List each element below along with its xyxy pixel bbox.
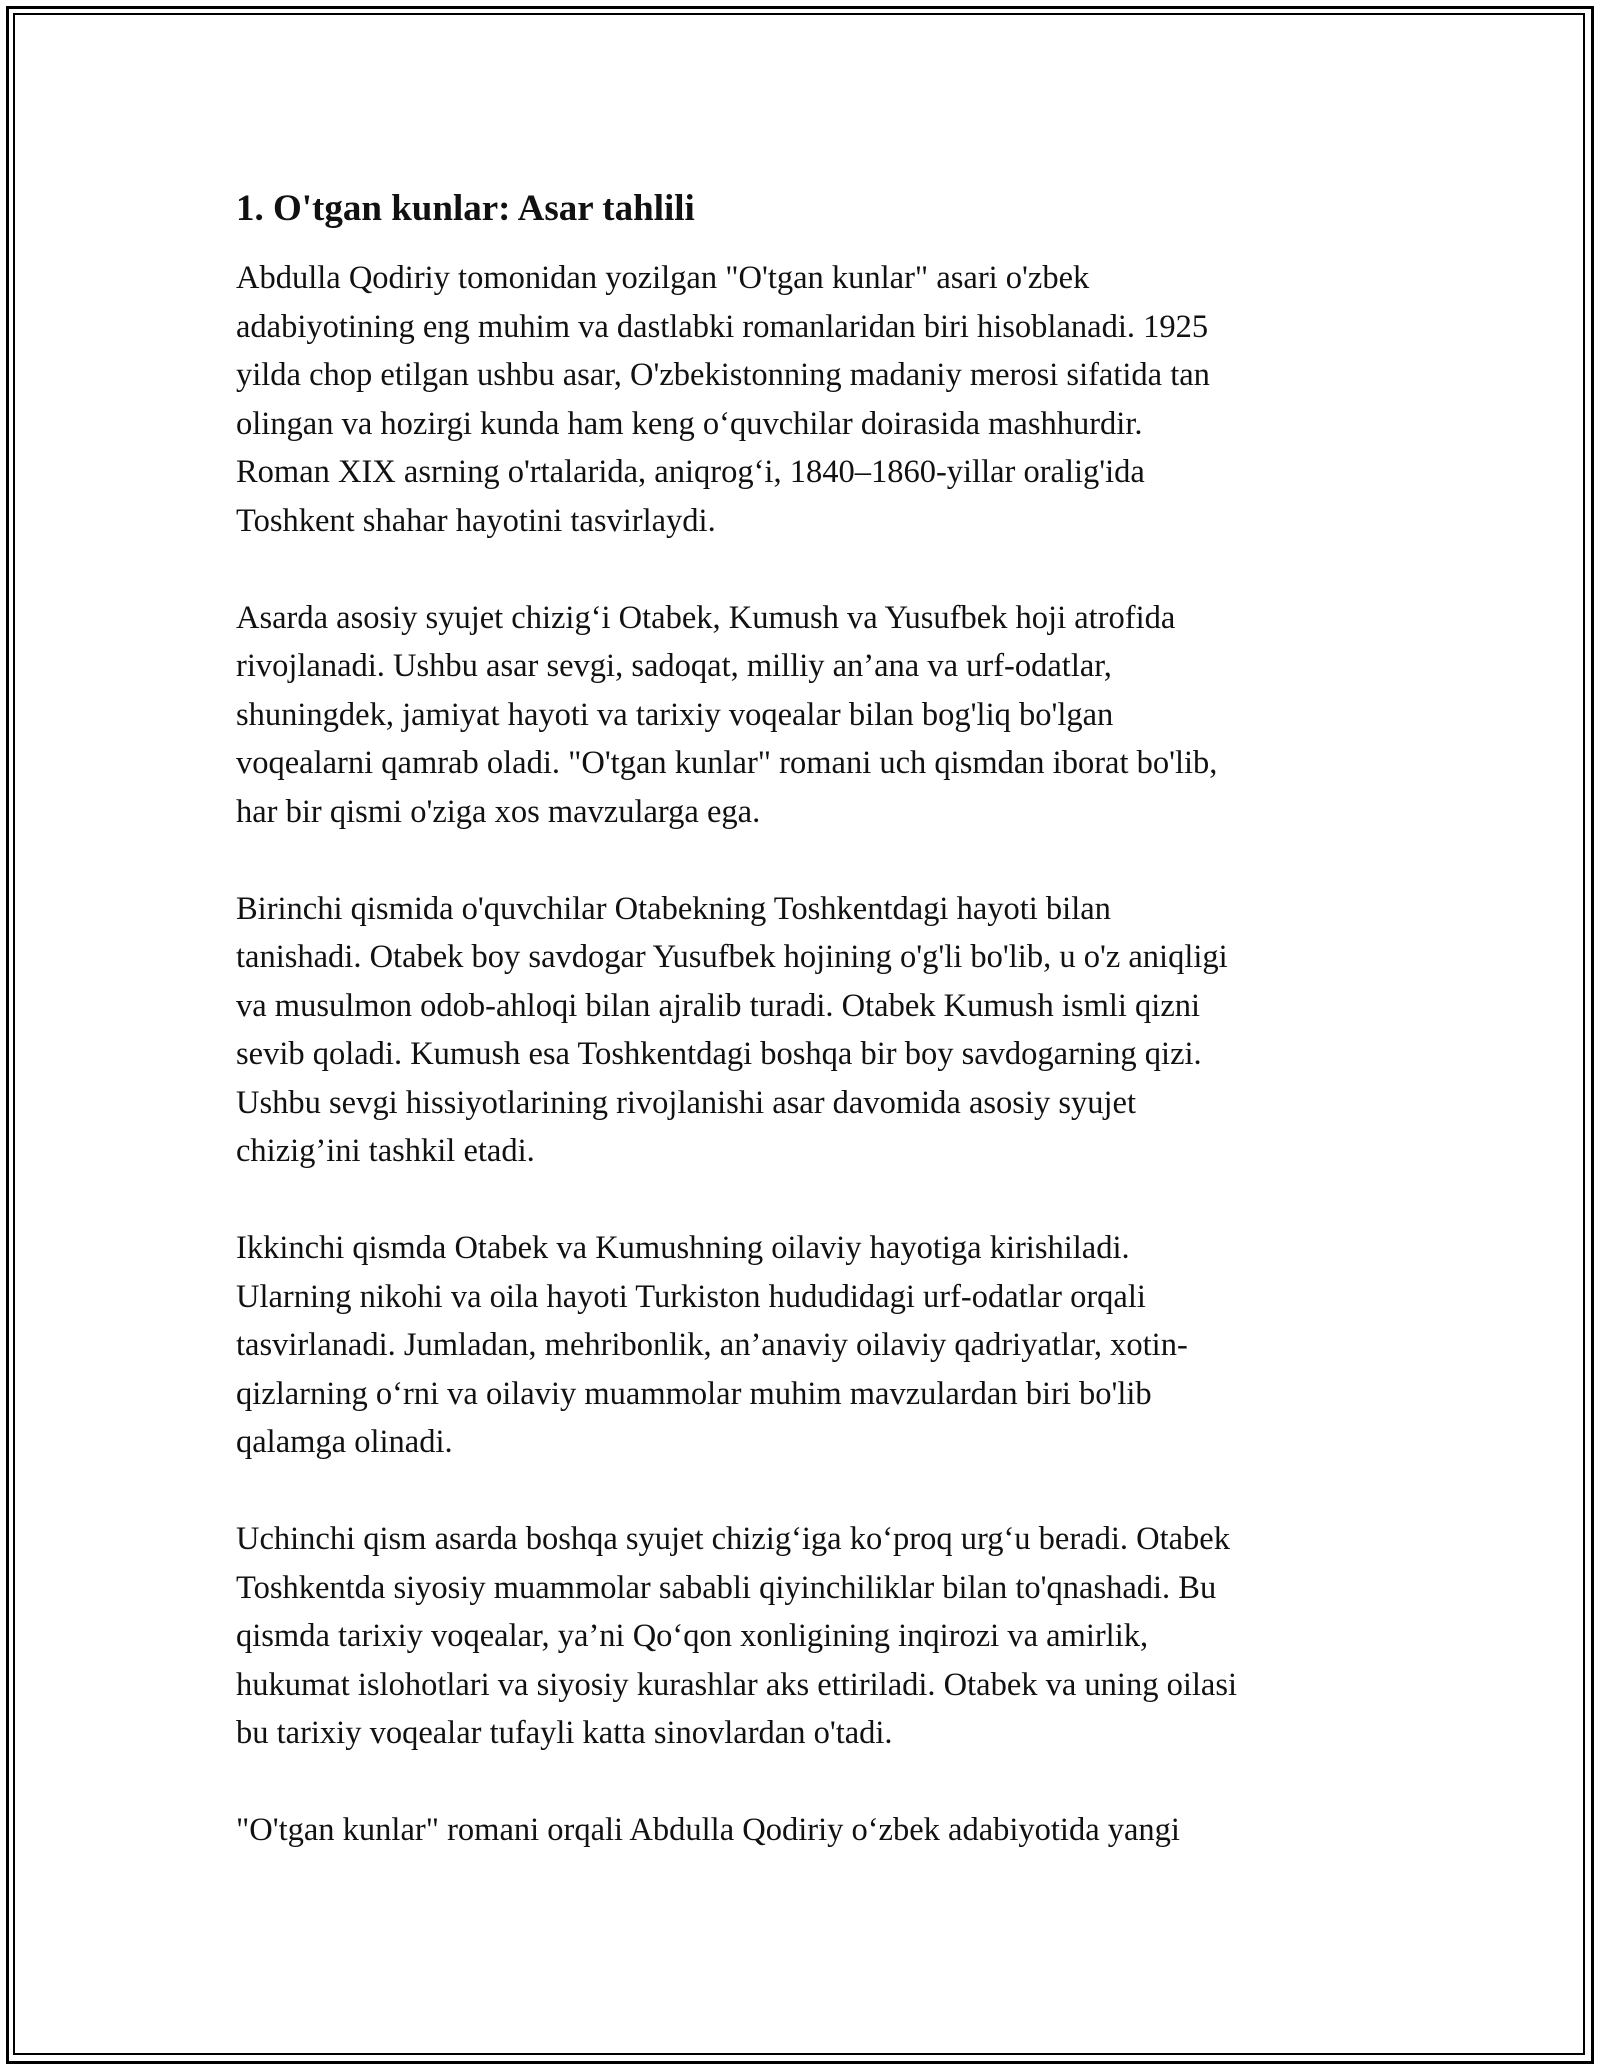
paragraph-line: Toshkentda siyosiy muammolar sababli qiyinchiliklar bilan to'qnashadi. Bu (236, 1569, 1217, 1606)
paragraph-line: olingan va hozirgi kunda ham keng o‘quvchilar doirasida mashhurdir. (236, 405, 1143, 442)
paragraph-line: chizig’ini tashkil etadi. (236, 1133, 535, 1169)
paragraph-line: har bir qismi o'ziga xos mavzularga ega. (236, 793, 761, 830)
paragraph-line: Roman XIX asrning o'rtalarida, aniqrog‘i, 1840–1860-yillar oralig'ida (236, 454, 1145, 490)
document-body (236, 186, 1366, 1903)
paragraph-line: rivojlanadi. Ushbu asar sevgi, sadoqat, milliy an’ana va urf-odatlar, (236, 648, 1112, 684)
paragraph-line: Asarda asosiy syujet chizig‘i Otabek, Kumush va Yusufbek hoji atrofida (236, 599, 1176, 636)
paragraph-line: qismda tarixiy voqealar, ya’ni Qo‘qon xonligining inqirozi va amirlik, (236, 1618, 1149, 1654)
paragraph-1 (236, 254, 1366, 545)
paragraph-line: sevib qoladi. Kumush esa Toshkentdagi boshqa bir boy savdogarning qizi. (236, 1036, 1202, 1072)
paragraph-4 (236, 1224, 1366, 1467)
paragraph-line: Ushbu sevgi hissiyotlarining rivojlanishi asar davomida asosiy syujet (236, 1084, 1136, 1121)
paragraph-line: tasvirlanadi. Jumladan, mehribonlik, an’anaviy oilaviy qadriyatlar, xotin- (236, 1327, 1188, 1363)
paragraph-line: voqealarni qamrab oladi. "O'tgan kunlar" romani uch qismdan iborat bo'lib, (236, 745, 1218, 781)
paragraph-line: Toshkent shahar hayotini tasvirlaydi. (236, 502, 716, 539)
paragraph-line: yilda chop etilgan ushbu asar, O'zbekistonning madaniy merosi sifatida tan (236, 357, 1210, 393)
paragraph-line: bu tarixiy voqealar tufayli katta sinovlardan o'tadi. (236, 1715, 893, 1751)
paragraph-line: Ularning nikohi va oila hayoti Turkiston hududidagi urf-odatlar orqali (236, 1278, 1146, 1315)
paragraph-line: Abdulla Qodiriy tomonidan yozilgan "O'tgan kunlar" asari o'zbek (236, 260, 1090, 296)
paragraph-line: qizlarning o‘rni va oilaviy muammolar muhim mavzulardan biri bo'lib (236, 1375, 1152, 1412)
paragraph-line: Uchinchi qism asarda boshqa syujet chizig‘iga ko‘proq urg‘u beradi. Otabek (236, 1521, 1230, 1557)
paragraph-line: Ikkinchi qismda Otabek va Kumushning oilaviy hayotiga kirishiladi. (236, 1230, 1130, 1266)
paragraph-line: tanishadi. Otabek boy savdogar Yusufbek hojining o'g'li bo'lib, u o'z aniqligi (236, 939, 1228, 975)
paragraph-line: "O'tgan kunlar" romani orqali Abdulla Qodiriy o‘zbek adabiyotida yangi (236, 1812, 1180, 1848)
paragraph-line: qalamga olinadi. (236, 1424, 453, 1460)
paragraph-line: adabiyotining eng muhim va dastlabki romanlaridan biri hisoblanadi. 1925 (236, 308, 1209, 345)
paragraph-line: va musulmon odob-ahloqi bilan ajralib turadi. Otabek Kumush ismli qizni (236, 987, 1201, 1024)
paragraph-line: shuningdek, jamiyat hayoti va tarixiy voqealar bilan bog'liq bo'lgan (236, 696, 1114, 733)
paragraph-2 (236, 594, 1366, 837)
paragraph-line: Birinchi qismida o'quvchilar Otabekning Toshkentdagi hayoti bilan (236, 890, 1111, 927)
paragraph-3 (236, 885, 1366, 1176)
paragraph-6 (236, 1806, 1366, 1855)
paragraph-line: hukumat islohotlari va siyosiy kurashlar aks ettiriladi. Otabek va uning oilasi (236, 1666, 1237, 1703)
document-heading: 1. O'tgan kunlar: Asar tahlili (236, 188, 695, 229)
paragraph-5 (236, 1515, 1366, 1758)
